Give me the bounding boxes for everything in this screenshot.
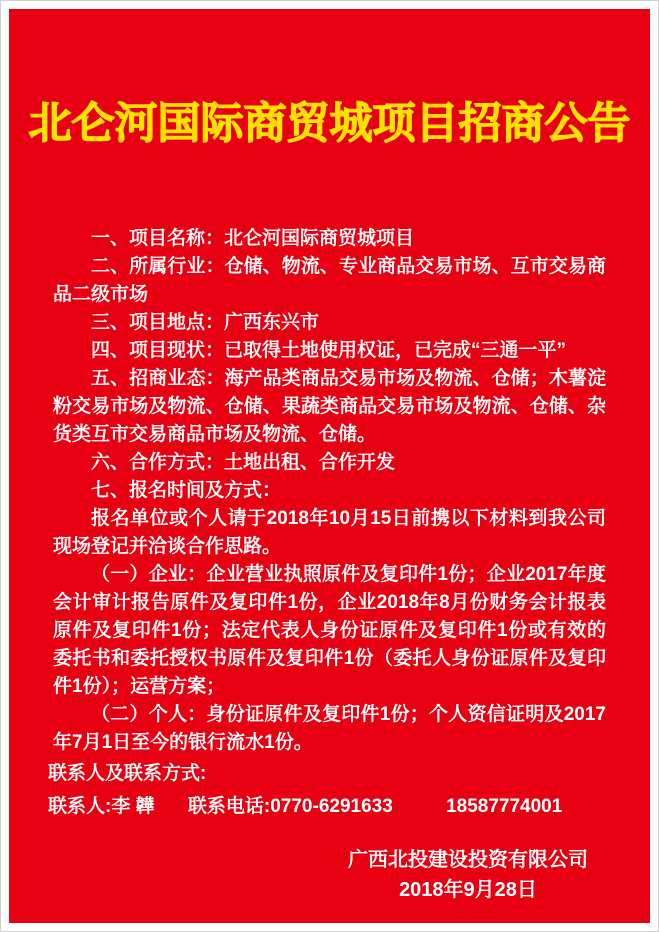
contact-person: 联系人:李 韡 <box>48 796 155 817</box>
contact-mobile: 18587774001 <box>446 796 563 817</box>
signature-company: 广西北投建设投资有限公司 <box>348 849 588 871</box>
body-paragraph: （一）企业：企业营业执照原件及复印件1份；企业2017年度会计审计报告原件及复印件1份，企业2018年8月份财务会计报表原件及复印件1份；法定代表人身份证原件及复印件1份或有效的委托书和委托授权书原件及复印件1份（委托人身份证原件及复印件1份）；运营方案； <box>53 564 606 697</box>
body-paragraph: 五、招商业态：海产品类商品交易市场及物流、仓储；木薯淀粉交易市场及物流、仓储、果蔬类商品交易市场及物流、仓储、杂货类互市交易商品市场及物流、仓储。 <box>53 368 606 445</box>
contact-block <box>48 757 606 823</box>
poster-red-background <box>9 9 650 923</box>
body-paragraph: 一、项目名称：北仑河国际商贸城项目 <box>91 228 415 249</box>
signature-block <box>9 845 588 905</box>
contact-line <box>48 790 606 823</box>
signature-inner <box>348 845 588 905</box>
contact-heading: 联系人及联系方式: <box>48 763 207 784</box>
body-paragraph: 报名单位或个人请于2018年10月15日前携以下材料到我公司现场登记并洽谈合作思路。 <box>53 508 606 557</box>
body-paragraph: 二、所属行业：仓储、物流、专业商品交易市场、互市交易商品二级市场 <box>53 256 606 305</box>
body-paragraph: 三、项目地点：广西东兴市 <box>91 312 320 333</box>
contact-phone: 联系电话:0770-6291633 <box>187 796 393 817</box>
signature-date: 2018年9月28日 <box>399 879 537 901</box>
body-paragraph: 四、项目现状：已取得土地使用权证，已完成“三通一平” <box>91 340 567 361</box>
body-paragraph: 六、合作方式：土地出租、合作开发 <box>91 452 396 473</box>
body-paragraph: 七、报名时间及方式： <box>91 480 282 501</box>
body-paragraphs <box>53 225 606 757</box>
body-paragraph: （二）个人：身份证原件及复印件1份；个人资信证明及2017年7月1日至今的银行流水1份。 <box>53 704 606 753</box>
poster-title: 北仑河国际商贸城项目招商公告 <box>28 101 631 148</box>
